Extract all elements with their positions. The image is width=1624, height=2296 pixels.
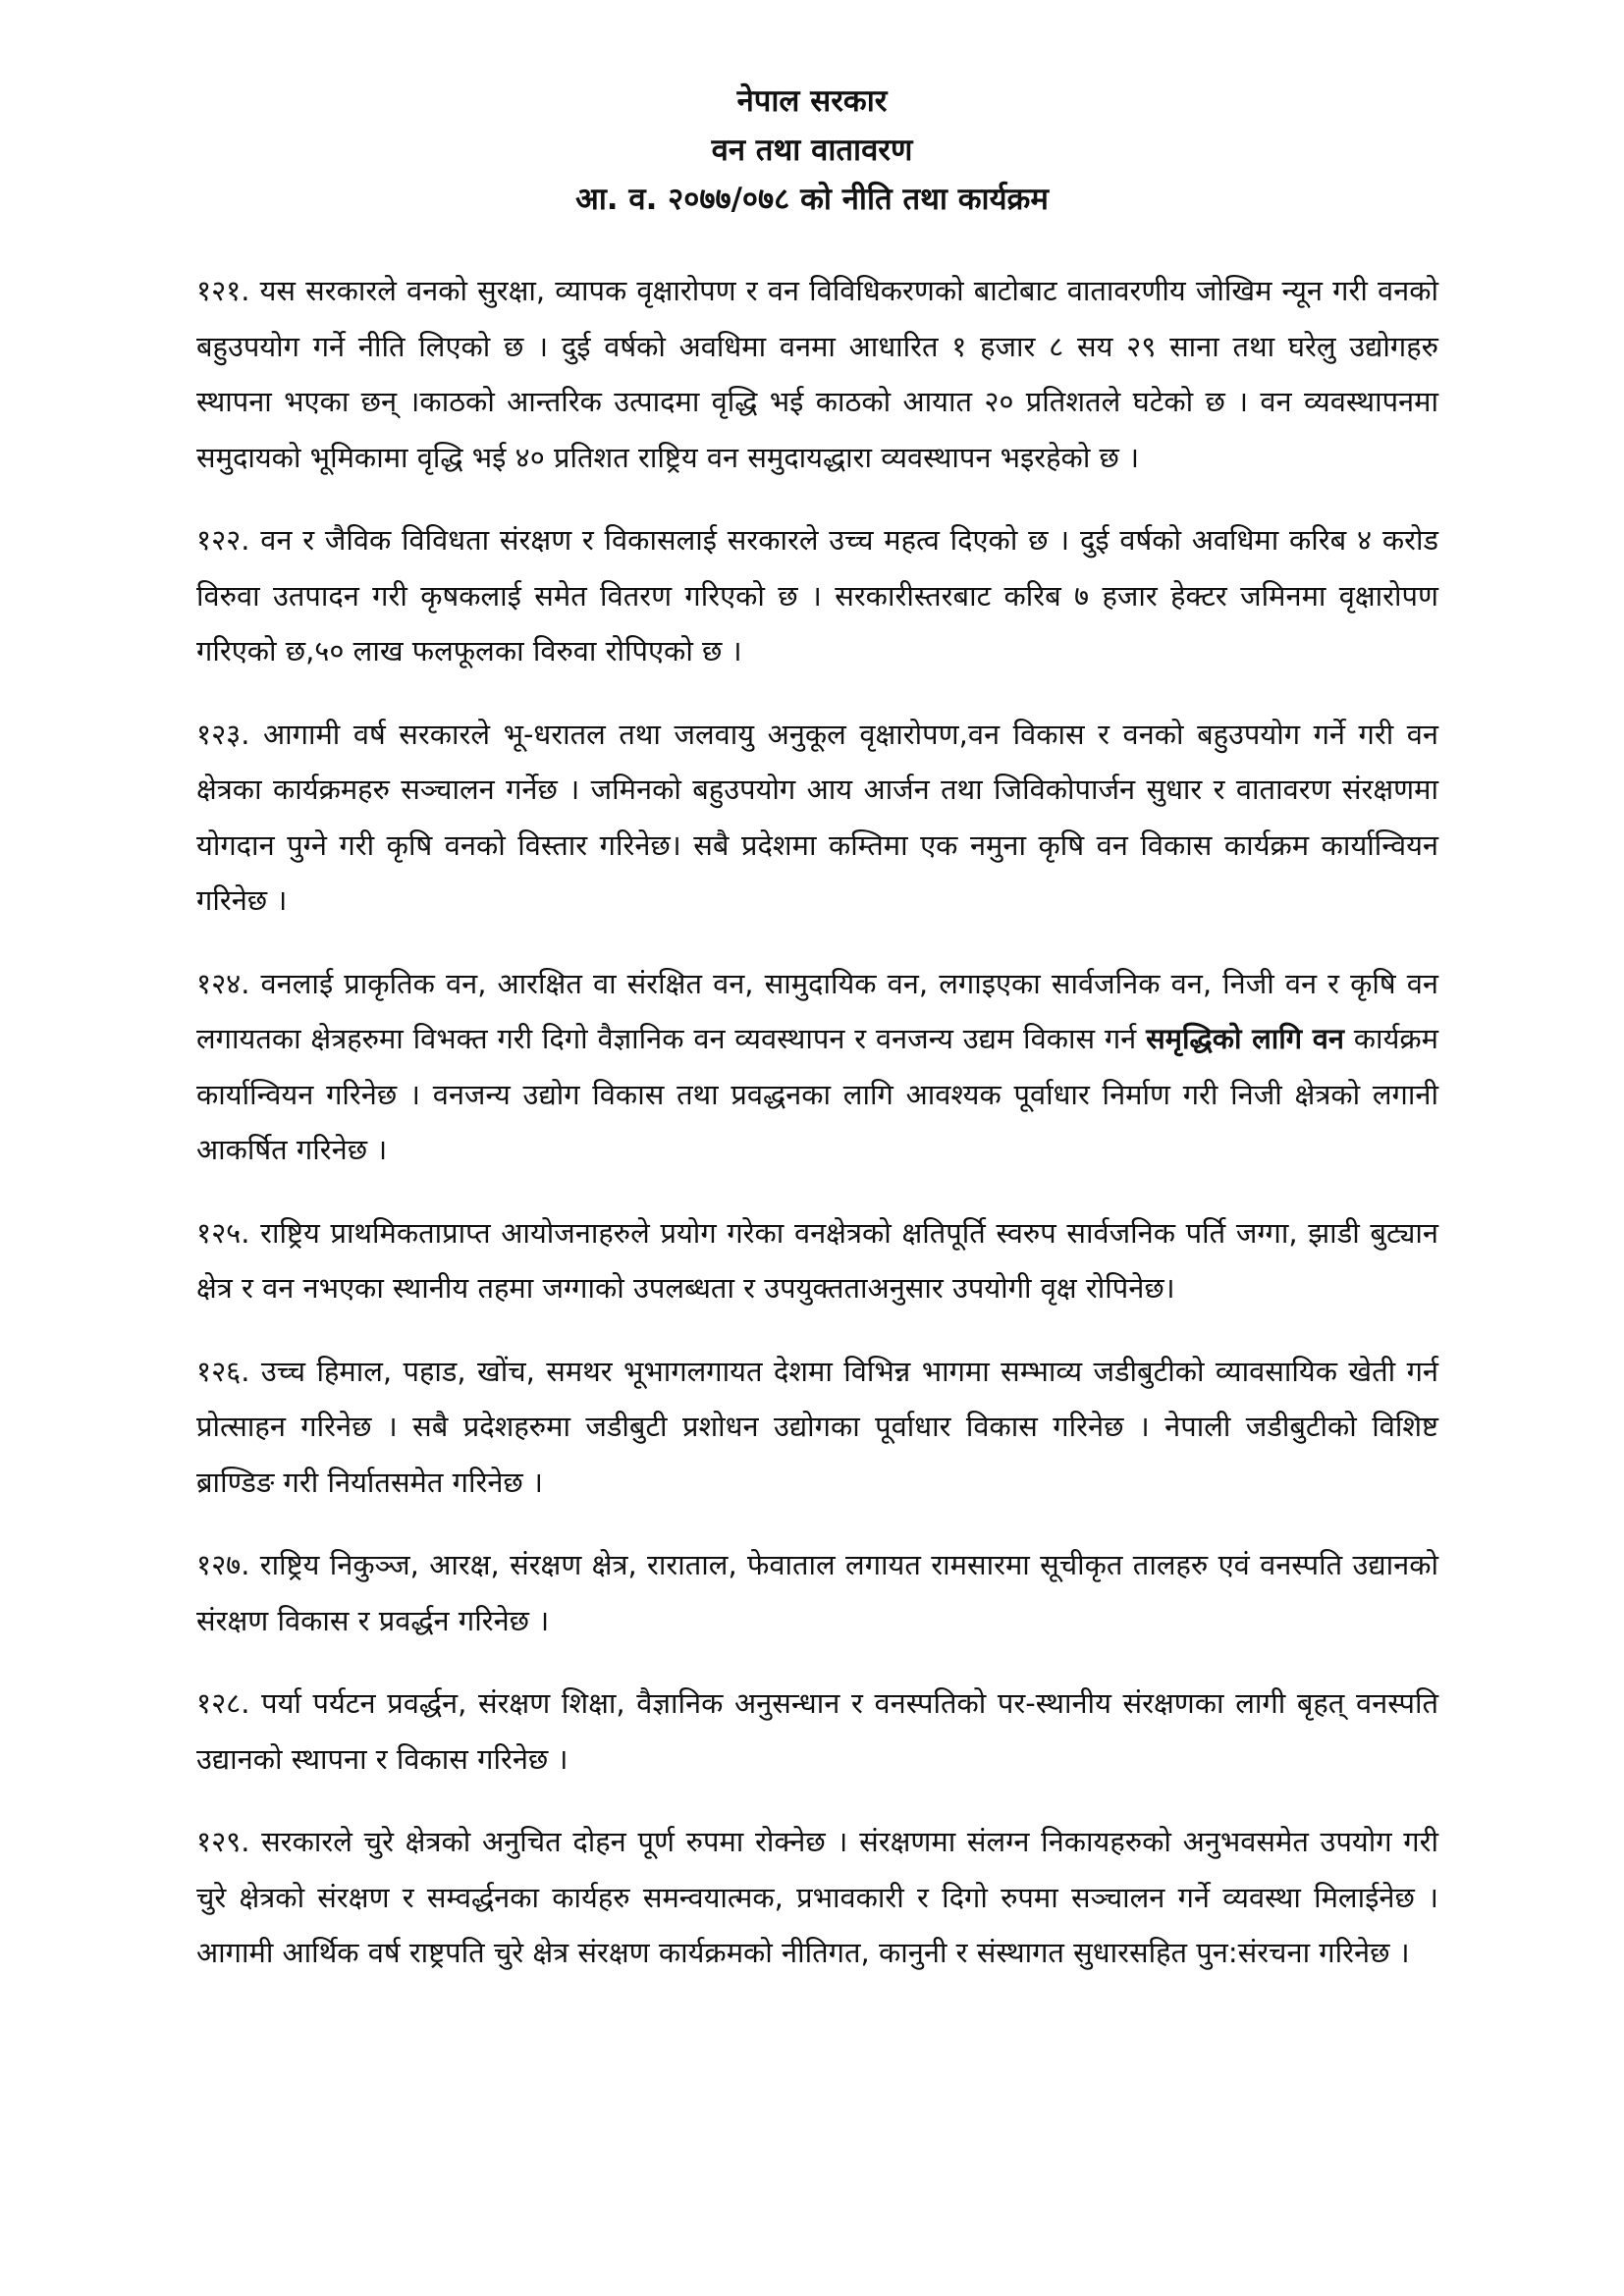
header-ministry: वन तथा वातावरण	[711, 133, 913, 168]
header-government: नेपाल सरकार	[736, 83, 888, 119]
paragraph-127: १२७. राष्ट्रिय निकुञ्ज, आरक्ष, संरक्षण क्षेत्र, राराताल, फेवाताल लगायत रामसारमा सूचीकृत तालहरु एवं वनस्पति उद्यानको संरक्षण विकास र प्रवर्द्धन गरिनेछ ।	[196, 1548, 1438, 1637]
document-body	[196, 263, 1438, 2008]
paragraph-129: १२९. सरकारले चुरे क्षेत्रको अनुचित दोहन पूर्ण रुपमा रोक्नेछ । संरक्षणमा संलग्न निकायहरुको अनुभवसमेत उपयोग गरी चुरे क्षेत्रको संरक्षण र सम्वर्द्धनका कार्यहरु समन्वयात्मक, प्रभावकारी र दिगो रुपमा सञ्चालन गर्ने व्यवस्था मिलाईनेछ । आगामी आर्थिक वर्ष राष्ट्रपति चुरे क्षेत्र संरक्षण कार्यक्रमको नीतिगत, कानुनी र संस्थागत सुधारसहित पुन:संरचना गरिनेछ ।	[196, 1825, 1438, 1969]
paragraph-126: १२६. उच्च हिमाल, पहाड, खोंच, समथर भूभागलगायत देशमा विभिन्न भागमा सम्भाव्य जडीबुटीको व्यावसायिक खेती गर्न प्रोत्साहन गरिनेछ । सबै प्रदेशहरुमा जडीबुटी प्रशोधन उद्योगका पूर्वाधार विकास गरिनेछ । नेपाली जडीबुटीको विशिष्ट ब्राण्डिङ गरी निर्यातसमेत गरिनेछ ।	[196, 1354, 1438, 1499]
document-header	[0, 77, 1624, 224]
paragraph-124	[196, 956, 1438, 1178]
paragraph-121: १२१. यस सरकारले वनको सुरक्षा, व्यापक वृक्षारोपण र वन विविधिकरणको बाटोबाट वातावरणीय जोखिम न्यून गरी वनको बहुउपयोग गर्ने नीति लिएको छ । दुई वर्षको अवधिमा वनमा आधारित १ हजार ८ सय २९ साना तथा घरेलु उद्योगहरु स्थापना भएका छन् ।काठको आन्तरिक उत्पादमा वृद्धि भई काठको आयात २० प्रतिशतले घटेको छ । वन व्यवस्थापनमा समुदायको भूमिकामा वृद्धि भई ४० प्रतिशत राष्ट्रिय वन समुदायद्धारा व्यवस्थापन भइरहेको छ ।	[196, 274, 1438, 474]
paragraph-124-bold-program-name: समृद्धिको लागि वन	[1146, 1022, 1345, 1055]
paragraph-128: १२८. पर्या पर्यटन प्रवर्द्धन, संरक्षण शिक्षा, वैज्ञानिक अनुसन्धान र वनस्पतिको पर-स्थानीय संरक्षणका लागी बृहत् वनस्पति उद्यानको स्थापना र विकास गरिनेछ ।	[196, 1686, 1438, 1776]
paragraph-125: १२५. राष्ट्रिय प्राथमिकताप्राप्त आयोजनाहरुले प्रयोग गरेका वनक्षेत्रको क्षतिपूर्ति स्वरुप सार्वजनिक पर्ति जग्गा, झाडी बुट्यान क्षेत्र र वन नभएका स्थानीय तहमा जग्गाको उपलब्धता र उपयुक्तताअनुसार उपयोगी वृक्ष रोपिनेछ।	[196, 1215, 1438, 1305]
paragraph-124-text-before: १२४. वनलाई प्राकृतिक वन, आरक्षित वा संरक्षित वन, सामुदायिक वन, लगाइएका सार्वजनिक वन, निजी वन र कृषि वन लगायतका क्षेत्रहरुमा विभक्त गरी दिगो वैज्ञानिक वन व्यवस्थापन र वनजन्य उद्यम विकास गर्न	[196, 966, 1438, 1055]
paragraph-123: १२३. आगामी वर्ष सरकारले भू-धरातल तथा जलवायु अनुकूल वृक्षारोपण,वन विकास र वनको बहुउपयोग गर्ने गरी वन क्षेत्रका कार्यक्रमहरु सञ्चालन गर्नेछ । जमिनको बहुउपयोग आय आर्जन तथा जिविकोपार्जन सुधार र वातावरण संरक्षणमा योगदान पुग्ने गरी कृषि वनको विस्तार गरिनेछ। सबै प्रदेशमा कम्तिमा एक नमुना कृषि वन विकास कार्यक्रम कार्यान्वियन गरिनेछ ।	[196, 717, 1438, 917]
paragraph-124-text-after: कार्यक्रम कार्यान्वियन गरिनेछ । वनजन्य उद्योग विकास तथा प्रवद्धनका लागि आवश्यक पूर्वाधार निर्माण गरी निजी क्षेत्रको लगानी आकर्षित गरिनेछ ।	[196, 1022, 1439, 1166]
paragraph-122: १२२. वन र जैविक विविधता संरक्षण र विकासलाई सरकारले उच्च महत्व दिएको छ । दुई वर्षको अवधिमा करिब ४ करोड विरुवा उतपादन गरी कृषकलाई समेत वितरण गरिएको छ । सरकारीस्तरबाट करिब ७ हजार हेक्टर जमिनमा वृक्षारोपण गरिएको छ,५० लाख फलफूलका विरुवा रोपिएको छ ।	[196, 523, 1438, 667]
header-policy-title: आ. व. २०७७/०७८ को नीति तथा कार्यक्रम	[575, 182, 1049, 217]
